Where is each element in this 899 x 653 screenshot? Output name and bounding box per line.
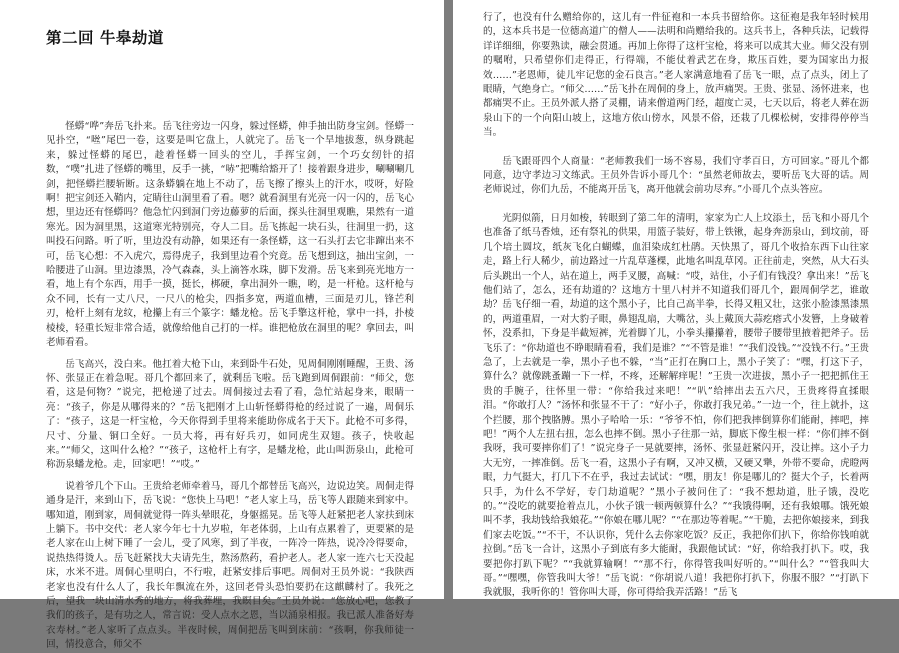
page-gutter: [444, 0, 453, 599]
paragraph: 说着爷几个下山。王贵给老师牵着马，哥几个都替岳飞高兴，边说边笑。周侗走得通身是汗，来到山下，岳飞说：“您快上马吧！”老人家上马，岳飞等人跟随来到家中。哪知道，刚到家，周侗就觉得一阵头晕眼花，身躯摇晃。岳飞等人赶紧把老人家扶到床上躺下。书中交代：老人家今年七十九岁啦，年老体弱，上山有点累着了，更要紧的是老人家在山上树下睡了一会儿，受了风寒，到了半夜，一阵冷一阵热，说冷冷得要命，说热热得烫人。岳飞赶紧找大夫请先生，熬汤熬药，看护老人。老人家一连六七天没起床，水米不进。周侗心里明白，不行啦，赶紧安排后事吧。周侗对王员外说：“我陕西老家也没有什么人了，我长年飘流在外，这回老骨头恐怕要扔在这麒麟村了。我死之后，望我一块山清水秀的地方，将我葬埋，我瞑目矣。”王员外说：“您放心吧，您教了我们的孩子，是有功之人，常言说：受人点水之恩，当以涌泉相报。我已派人准备好寿衣寿材。”老人家听了点点头。半夜时候，周侗把岳飞叫到床前：“孩啊，你我师徒一回，情投意合，师父不: [46, 480, 414, 651]
paragraph: 岳飞跟哥四个人商量：“老师教我们一场不容易，我们守孝百日，方可回家。”哥儿个都同意，边守孝边习文练武。王员外告诉小哥几个：“虽然老师故去，要听岳飞大哥的话。周老师说过，你们九岳，不能离开岳飞，离开他就会前功尽弃。”小哥几个点头答应。: [483, 155, 869, 196]
paragraph: 怪蟒“哗”奔岳飞扑来。岳飞往旁边一闪身，躲过怪蟒，伸手抽出防身宝剑。怪蟒一见扑空，“咝”尾巴一卷，这要是叫它盘上，人就完了。岳飞一个旱地拔葱，纵身跳起来，躲过怪蟒的尾巴，趁着怪蟒一回头的空儿，手挥宝剑，一个巧女纫针的招数，“噗”扎进了怪蟒的嘴里，反手一挑，“哧”把嘴给豁开了！接着跟身进步，唰唰唰几剑，把怪蟒拦腰斩断。这条蟒躺在地上不动了，岳飞擦了擦头上的汗水，哎呀，好险啊！把宝剑还入鞘内，定睛往山洞里看了看。嗯？就看洞里有光亮一闪一闪的，岳飞心想，里边还有怪蟒吗？他急忙闪到洞门旁边藤萝的后面，探头往洞里观瞧，果然有一道寒光。因为洞里黑，这道寒光特别亮，夺人二目。岳飞拣起一块石头，往洞里一扔，这叫投石问路。听了听，里边没有动静，如果还有一条怪蟒，这一石头打去它非蹿出来不可，岳飞心想：不入虎穴，焉得虎子，我到里边看个究竟。岳飞想到这，抽出宝剑，一哈腰进了山洞。里边漆黑，冷气森森，头上滴答水珠，脚下发滑。岳飞来到亮光地方一看，地上有个东西，用手一摸，挺长，梆硬，拿出洞外一瞧，哟，是一杆枪。这杆枪与众不同，长有一丈八尺，一尺八的枪尖，四指多宽，两道血槽，三面是刃儿，锋芒利刃，枪杆上刻有龙纹，枪攥上有三个篆字：蟠龙枪。岳飞手擎这杆枪，掌中一抖，扑棱棱棱，轻重长短非常合适，就像给他自己打的一样。谁把枪放在洞里的呢？拿回去，叫老师看看。: [46, 121, 414, 349]
paragraph: 光阴似箭，日月如梭，转眼到了第二年的清明，家家为亡人上坟添土，岳飞和小哥几个也准备了纸马香烛，还有祭礼的供果，用篮子装好，带上铁锹，起身奔沥泉山，到坟前，哥几个培土圆坟，纸灰飞化白蝴蝶，血泪染成红杜鹃。天快黑了，哥几个收拾东西下山往家走，路上行人稀少，前边路过一片乱草蓬棵，此地名叫乱草冈。正往前走，突然，从大石头后头跳出一个人，站在道上，两手叉腰，高喊：“哎，站住，小子们有钱没？拿出来！”岳飞他们站了，怎么，还有劫道的？这地方十里八村并不知道我们哥几个，跟周侗学艺，谁敢劫？岳飞仔细一看，劫道的这个黑小子，比自己高半拳，长得又粗又壮，这张小脸漆黑漆黑的，两道重眉，一对大豹子眼，鼻翅乱扇，大嘴岔，头上戴顶大蒜疙瘩式小发簪，上身破着怀，没系扣，下身是半截短裤，光着脚丫儿，小拳头攥攥着，腰带子腰带里掖着把斧子。岳飞乐了：“你劫道也不睁眼睛看看，我们是谁？”“不管是谁！”“我们没钱。”“没钱不行。”王贵急了，上去就是一拳，黑小子也不躲，“当”正打在胸口上，黑小子笑了：“嘿，打这下子，算什么？就像跳蚤蹦一下一样，不疼，还解解痒呢！”王贵一次进拔，黑小子一把把抓住王贵的手腕子，往怀里一带：“你给我过来吧！”“叭”给摔出去五六尺，王贵疼得直揉眼泪。“你敢打人？”汤怀和张显不干了：“好小子，你敢打我兄弟。”一边一个，往上就扑，这个拦腰，那个拽胳膊。黑小子哈哈一乐：“爷爷不怕，你们把我摔倒算你们能耐，摔吧，摔吧！”两个人左扭右扭，怎么也摔不倒。黑小子往那一站，脚底下像生根一样：“你们摔不倒我呀，我可要摔你们了！”说完身子一晃就要摔，汤怀、张显赶紧闪开，没让摔。这小子力大无穷，一摔准倒。岳飞一看，这黑小子有啊，又冲又横，又硬又犟，外带不要命，虎瞪两眼，力气挺大，打几下不在乎，我过去试试：“嘿，朋友！你是哪儿的？挺大个子，长着两只手，为什么不学好，专门劫道呢？”黑小子被问住了：“我不想劫道，肚子饿，没吃的。”“没吃的就要抢着点儿，小伙子饿一顿两顿算什么？”“我饿得啊，还有我娘哪。饿死娘叫不孝，我劫钱给我娘花。”“你娘在哪儿呢？”“在那边等着呢。”“干脆，去把你娘接来，到我们家去吃饭。”“不干，不认识你，凭什么去你家吃饭？反正，我把你们扒下，你给你钱咱就拉倒。”岳飞一合计，这黑小子到底有多大能耐，我跟他试试：“好，你给我打扒下。哎，我要把你打趴下呢？”“我就算输啊！”“那不行，你得管我叫好听的。”“叫什么？”“管我叫大哥。”“嘿嘿，你管我叫大爷！”岳飞说：“你胡说八道！我把你打扒下，你服不服？”“打趴下我就服，我听你的！管你叫大哥，你可得给我弄活路！”岳飞: [483, 212, 869, 599]
right-page: [453, 0, 899, 599]
chapter-title: 第二回 牛皋劫道: [46, 28, 164, 47]
paragraph: 岳飞高兴，没白来。他扛着大枪下山，来到卧牛石处，见周侗刚刚睡醒，王贵、汤怀、张显正在着急呢。哥几个都回来了，就剩岳飞啦。岳飞跑到周侗跟前：“师父，您看，这是何物？”说完，把枪递了过去。周侗接过去看了看，急忙站起身来，眼睛一亮：“孩子，你是从哪得来的？”岳飞把刚才上山斩怪蟒得枪的经过说了一遍，周侗乐了：“孩子，这是一杆宝枪，今天你得到手里将来能助你成名于天下。此枪不可多得，尺寸、分量、铜口全好。一员大将，再有好兵刃，如同虎生双翅。孩子，快收起来。”“师父，这叫什么枪？”“孩子，这枪杆上有字，是蟠龙枪，此山叫沥泉山，此枪可称沥泉蟠龙枪。走，回家吧！”“哎。”: [46, 358, 414, 471]
left-page: [0, 0, 444, 651]
paragraph: 行了，也没有什么赠给你的，这儿有一件征袍和一本兵书留给你。这征袍是我年轻时候用的，这本兵书是一位德高道广的僧人——法明和尚赠给我的。这兵书上，各种兵法，记载得详详细细，你要熟读，融会贯通。再加上你得了这杆宝枪，将来可以成其大业。师父没有别的嘱咐，只希望你们走得正，行得端，不能仗着武艺在身，欺压百姓，要为国家出力报效……”老恩师，徒儿牢记您的金石良言。”老人家满意地看了岳飞一眼，点了点头，闭上了眼睛，气绝身亡。“师父……”岳飞扑在周侗的身上，放声痛哭。王贵、张显、汤怀进来，也都痛哭不止。王员外派人搭了灵棚，请来僧道两门经，超度亡灵，七天以后，将老人葬在沥泉山下的一个向阳山坡上，这地方依山傍水，风景不俗，还栽了几棵松树，安排得停停当当。: [483, 12, 869, 139]
